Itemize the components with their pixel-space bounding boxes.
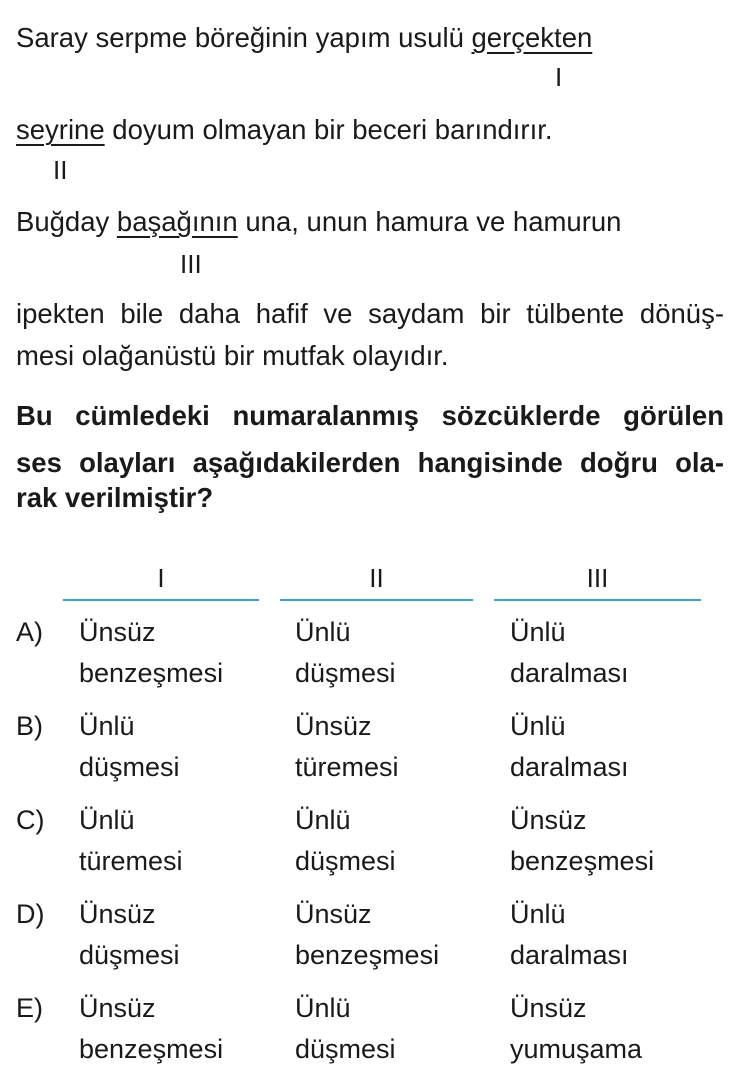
passage-text: Saray serpme böreğinin yapım usulü	[16, 22, 464, 53]
column-header-2: II	[369, 563, 384, 593]
question-line-2: ses olayları aşağıdakilerden hangisinde doğru ola-	[16, 447, 724, 478]
option-d-col2-line1: Ünsüz	[295, 899, 372, 929]
header-underline-2	[280, 599, 473, 601]
option-label: D)	[16, 899, 45, 929]
question-line-1: Bu cümledeki numaralanmış sözcüklerde görülen	[16, 400, 724, 431]
passage-line-3	[16, 205, 621, 238]
option-c-col3-line1: Ünsüz	[510, 805, 587, 835]
option-b-col3-line2: daralması	[510, 752, 629, 782]
option-e-col1-line2: benzeşmesi	[79, 1034, 224, 1064]
option-a-col1-line2: benzeşmesi	[79, 658, 224, 688]
numbered-word-3: başağının	[116, 206, 238, 237]
option-b-col3-line1: Ünlü	[510, 711, 566, 741]
passage-text: doyum olmayan bir beceri barındırır.	[112, 114, 553, 145]
passage-line-4: ipekten bile daha hafif ve saydam bir tülbente dönüş-	[16, 298, 724, 329]
option-b-col2-line1: Ünsüz	[295, 711, 372, 741]
numbered-word-1: gerçekten	[471, 22, 593, 53]
option-c-col1-line1: Ünlü	[79, 805, 135, 835]
option-d-col1-line1: Ünsüz	[79, 899, 156, 929]
option-a-col3-line2: daralması	[510, 658, 629, 688]
passage-line-5: mesi olağanüstü bir mutfak olayıdır.	[16, 340, 449, 371]
passage-line-2	[16, 113, 553, 146]
numbered-word-2: seyrine	[16, 114, 105, 145]
option-a-col3-line1: Ünlü	[510, 617, 566, 647]
option-e-col2-line1: Ünlü	[295, 993, 351, 1023]
option-b-col1-line1: Ünlü	[79, 711, 135, 741]
header-underline-1	[63, 599, 259, 601]
option-a-col1-line1: Ünsüz	[79, 617, 156, 647]
option-a-col2-line1: Ünlü	[295, 617, 351, 647]
marker-1: I	[555, 62, 563, 92]
option-b-col2-line2: türemesi	[295, 752, 399, 782]
option-d-col3-line1: Ünlü	[510, 899, 566, 929]
column-header-3: III	[586, 563, 609, 593]
option-d-col2-line2: benzeşmesi	[295, 940, 440, 970]
option-e-col2-line2: düşmesi	[295, 1034, 396, 1064]
passage-text: una, unun hamura ve hamurun	[245, 206, 622, 237]
option-d-col3-line2: daralması	[510, 940, 629, 970]
option-label: E)	[16, 993, 43, 1023]
option-c-col2-line2: düşmesi	[295, 846, 396, 876]
option-label: A)	[16, 617, 43, 647]
option-c-col3-line2: benzeşmesi	[510, 846, 655, 876]
marker-3: III	[180, 249, 202, 279]
option-e-col3-line2: yumuşama	[510, 1034, 643, 1064]
option-e-col3-line1: Ünsüz	[510, 993, 587, 1023]
option-label: C)	[16, 805, 45, 835]
marker-2: II	[53, 155, 68, 185]
option-c-col1-line2: türemesi	[79, 846, 183, 876]
option-c-col2-line1: Ünlü	[295, 805, 351, 835]
option-b-col1-line2: düşmesi	[79, 752, 180, 782]
column-header-1: I	[157, 563, 165, 593]
passage-text: Buğday	[16, 206, 110, 237]
option-label: B)	[16, 711, 43, 741]
question-line-3: rak verilmiştir?	[16, 482, 214, 513]
header-underline-3	[494, 599, 701, 601]
option-d-col1-line2: düşmesi	[79, 940, 180, 970]
option-a-col2-line2: düşmesi	[295, 658, 396, 688]
option-e-col1-line1: Ünsüz	[79, 993, 156, 1023]
passage-line-1	[16, 21, 592, 54]
